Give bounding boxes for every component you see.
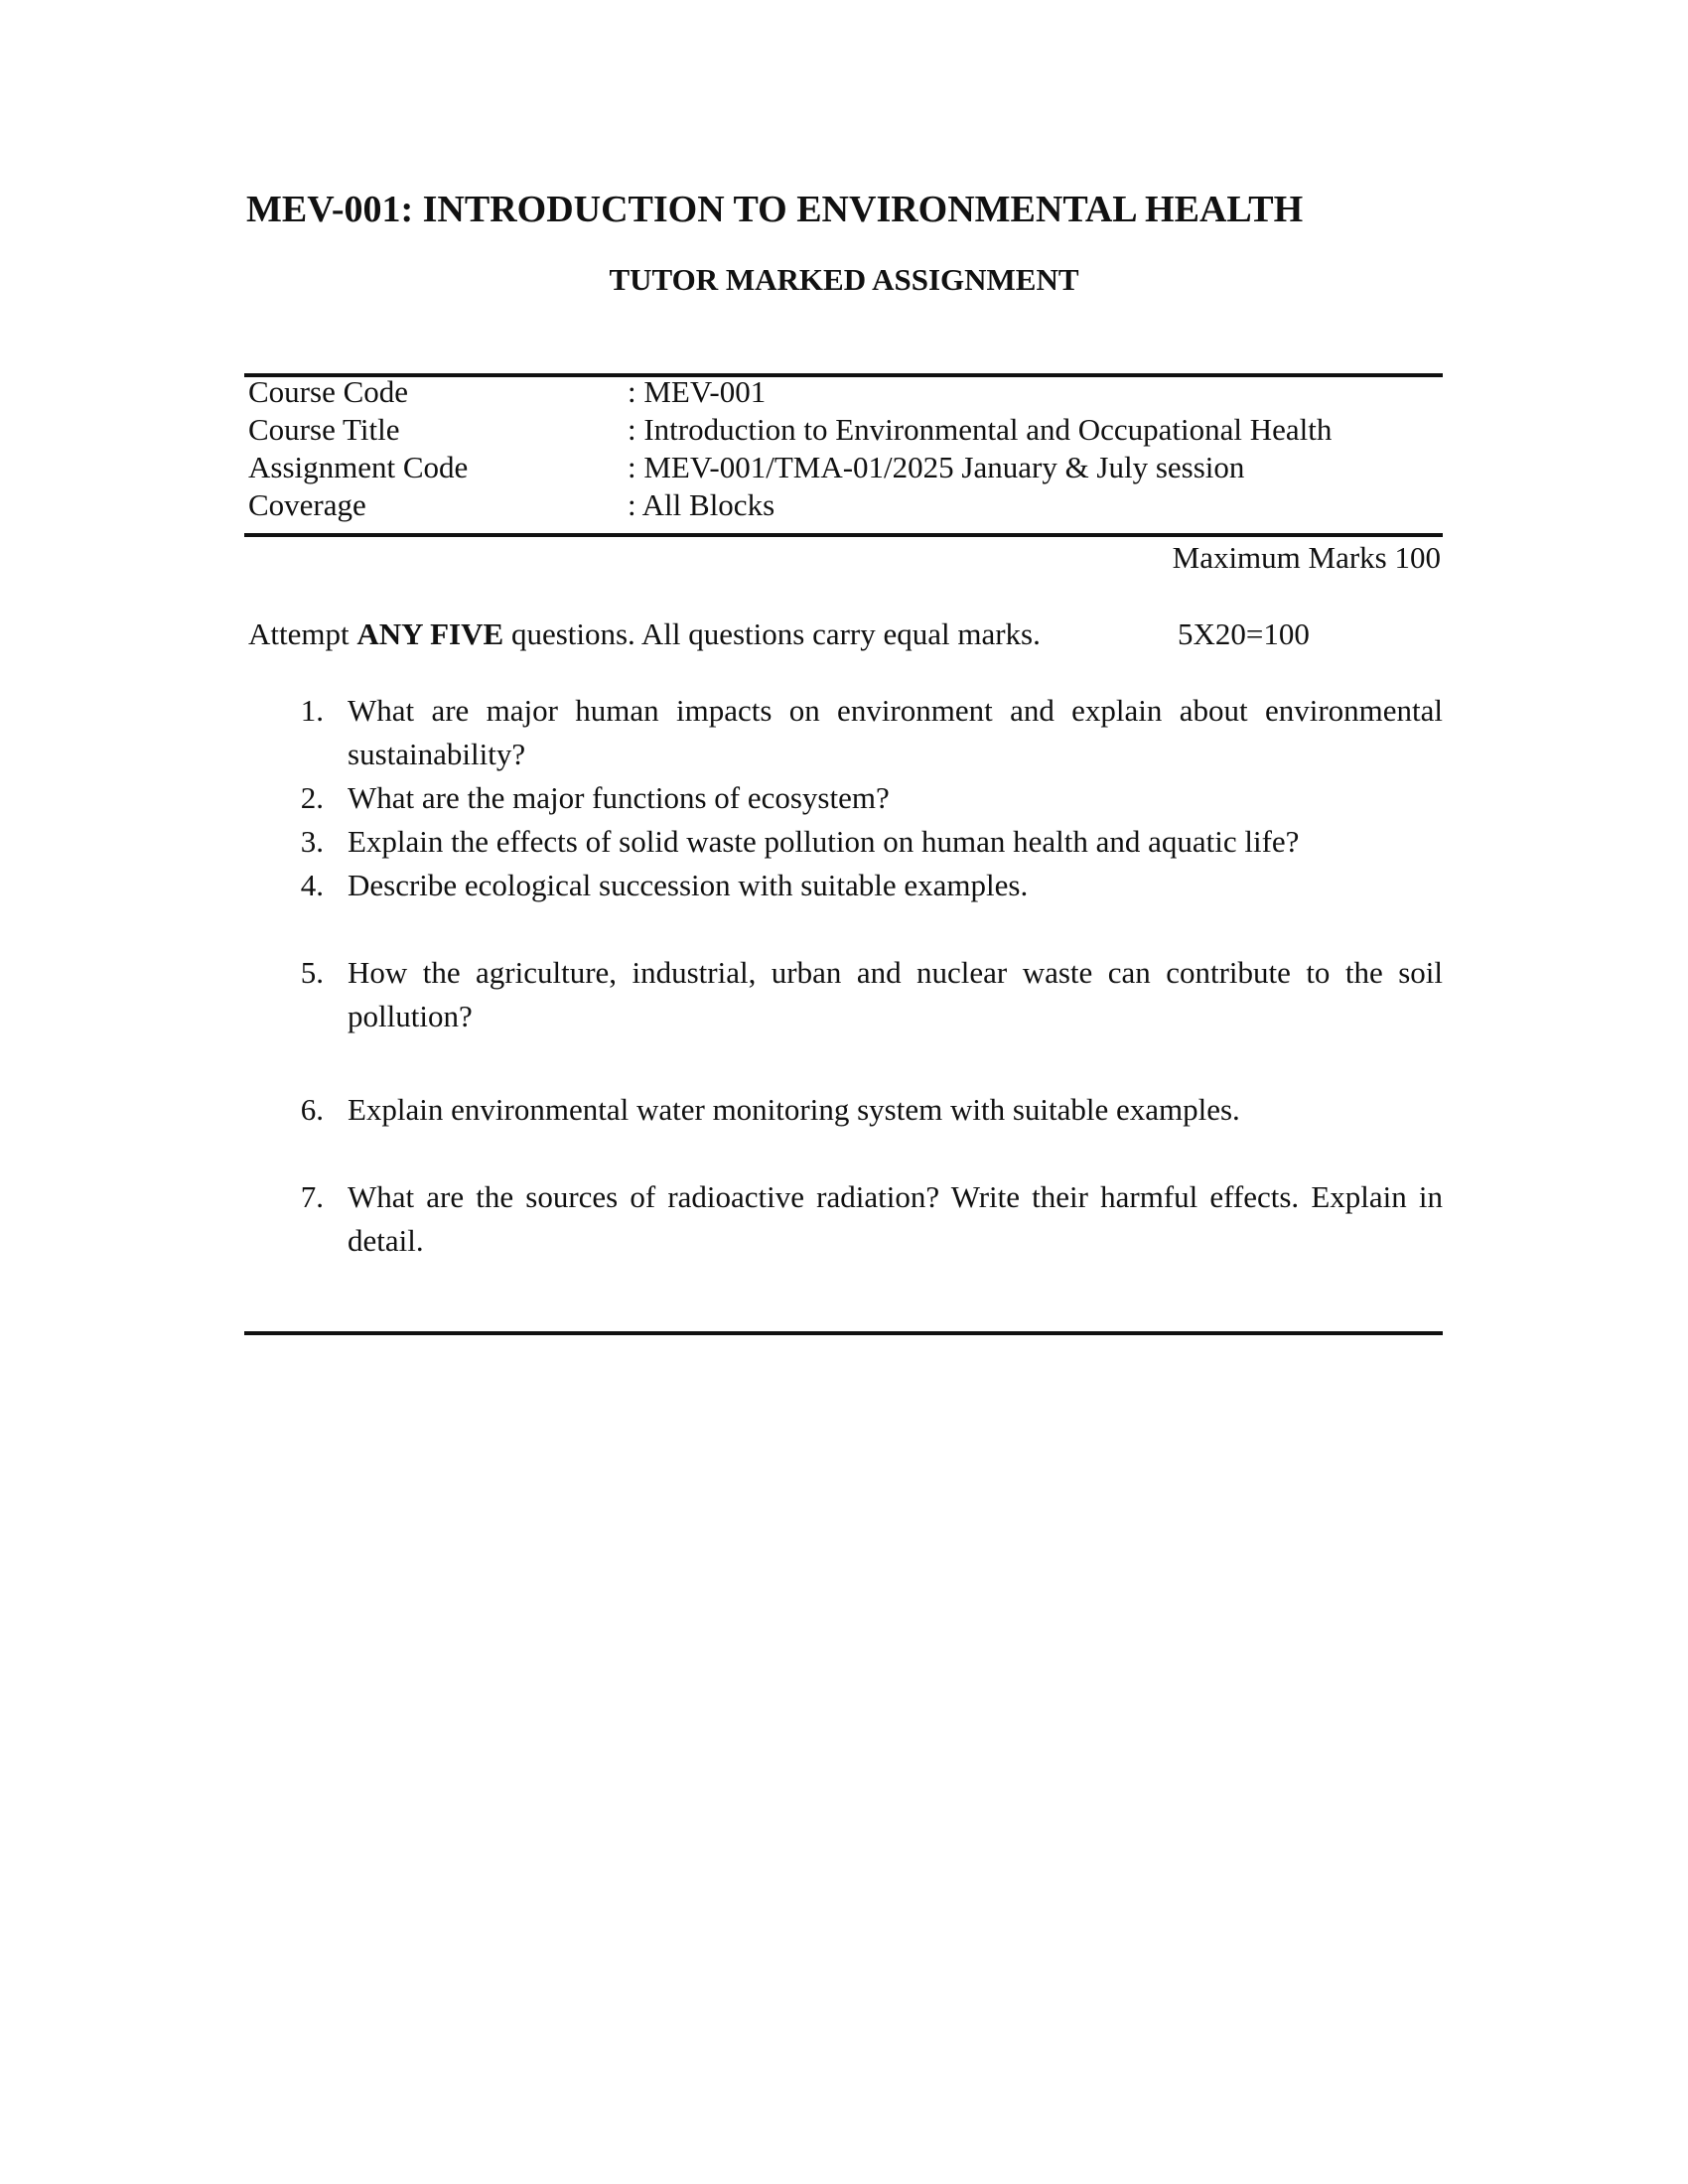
question-text: Explain the effects of solid waste pollution on human health and aquatic life?	[348, 824, 1300, 859]
coverage-label: Coverage	[248, 487, 366, 522]
question-text: How the agriculture, industrial, urban and nuclear waste can contribute to the soil pollution?	[348, 955, 1443, 1033]
course-title-label: Course Title	[248, 412, 400, 447]
bottom-rule	[244, 1331, 1443, 1335]
question-text: What are the sources of radioactive radiation? Write their harmful effects. Explain in detail.	[348, 1179, 1443, 1258]
question-number: 5.	[300, 955, 324, 990]
maximum-marks: Maximum Marks 100	[1172, 540, 1441, 575]
question-number: 4.	[300, 868, 324, 902]
instruction-suffix: questions. All questions carry equal marks.	[503, 616, 1041, 651]
marks-formula: 5X20=100	[1178, 616, 1310, 651]
assignment-code-label: Assignment Code	[248, 450, 469, 484]
question-number: 7.	[300, 1179, 324, 1214]
question-text: Explain environmental water monitoring system with suitable examples.	[348, 1092, 1240, 1127]
document-title: MEV-001: INTRODUCTION TO ENVIRONMENTAL HEALTH	[246, 189, 1304, 230]
instruction-emphasis: ANY FIVE	[356, 616, 504, 651]
course-title-value: : Introduction to Environmental and Occupational Health	[628, 412, 1333, 447]
question-text: Describe ecological succession with suitable examples.	[348, 868, 1029, 902]
instruction-text	[248, 614, 1041, 654]
course-code-label: Course Code	[248, 374, 409, 409]
document-subtitle: TUTOR MARKED ASSIGNMENT	[609, 262, 1079, 297]
question-number: 3.	[300, 824, 324, 859]
top-rule	[244, 373, 1443, 377]
question-number: 6.	[300, 1092, 324, 1127]
coverage-value: : All Blocks	[628, 487, 775, 522]
instruction-prefix: Attempt	[248, 616, 357, 651]
question-text: What are the major functions of ecosystem?	[348, 780, 890, 815]
question-number: 1.	[300, 693, 324, 728]
course-code-value: : MEV-001	[628, 374, 767, 409]
middle-rule	[244, 533, 1443, 537]
assignment-code-value: : MEV-001/TMA-01/2025 January & July session	[628, 450, 1245, 484]
question-number: 2.	[300, 780, 324, 815]
question-text: What are major human impacts on environment and explain about environmental sustainability?	[348, 693, 1443, 771]
